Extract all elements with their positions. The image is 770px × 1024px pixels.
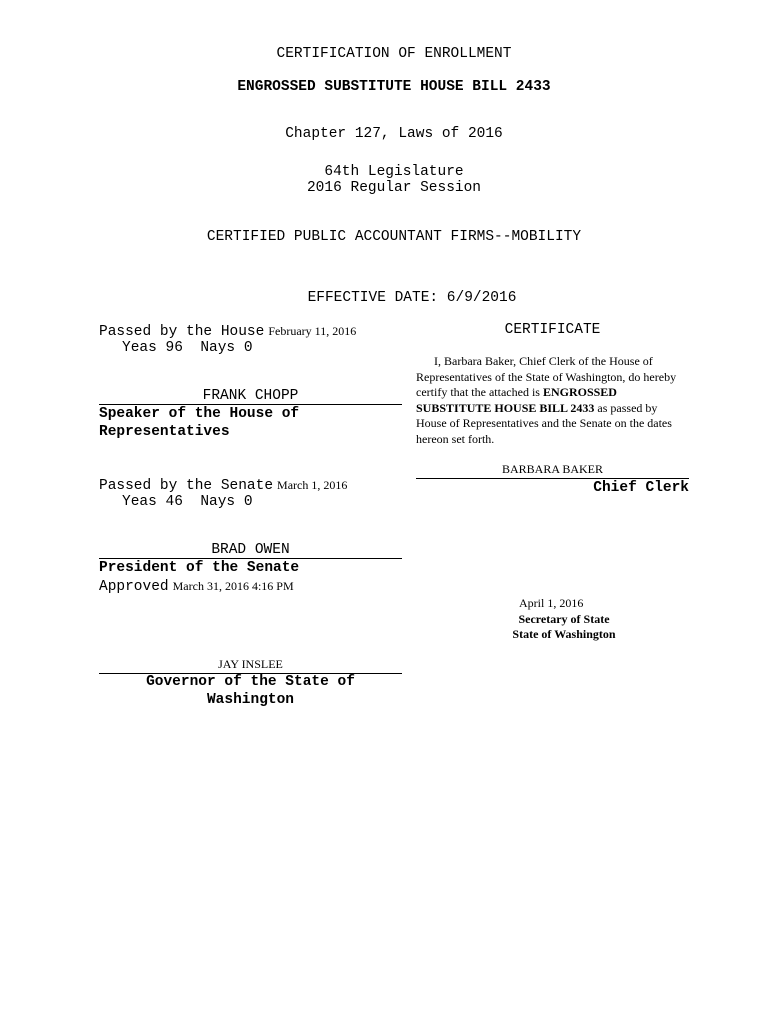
house-passed-line [99,322,356,340]
filing-date: April 1, 2016 [519,596,584,610]
effective-date: EFFECTIVE DATE: 6/9/2016 [307,290,517,306]
approved-label: Approved [99,579,169,595]
certificate-line: Representatives of the State of Washington, do hereby [416,369,677,384]
president-title: President of the Senate [99,560,300,576]
certificate-bill-name: ENGROSSED [542,385,617,399]
senate-passed-label: Passed by the Senate [99,478,274,494]
president-name: BRAD OWEN [211,542,290,558]
certificate-line: House of Representatives and the Senate on the dates [416,416,672,430]
senate-passed-date: March 1, 2016 [277,478,348,492]
clerk-name: BARBARA BAKER [501,462,604,476]
certificate-line: I, Barbara Baker, Chief Clerk of the House of [434,354,653,368]
speaker-name: FRANK CHOPP [202,388,299,404]
certification-title: CERTIFICATION OF ENROLLMENT [276,46,512,62]
filing-title-line2: State of Washington [512,627,616,641]
certificate-bill-name: SUBSTITUTE HOUSE BILL 2433 [416,400,595,415]
certificate-body [416,354,676,447]
legislature-line: 64th Legislature [324,164,464,180]
approved-datetime: March 31, 2016 4:16 PM [172,579,294,593]
speaker-signature-line [99,404,402,405]
senate-passed-line [99,476,347,494]
speaker-title-line1: Speaker of the House of [99,406,300,422]
clerk-title: Chief Clerk [593,480,689,496]
senate-votes: Yeas 46 Nays 0 [122,494,253,510]
house-passed-label: Passed by the House [99,324,265,340]
governor-title-line2: Washington [206,692,294,708]
session-line: 2016 Regular Session [306,180,482,196]
certificate-text: as passed by [594,400,658,415]
certificate-heading: CERTIFICATE [504,322,601,338]
governor-name: JAY INSLEE [218,657,283,671]
president-signature-line [99,558,402,559]
certificate-line [416,385,676,401]
bill-title: ENGROSSED SUBSTITUTE HOUSE BILL 2433 [237,79,551,95]
certificate-line [416,401,676,417]
approved-line [99,577,294,595]
house-passed-date: February 11, 2016 [268,324,357,338]
house-votes: Yeas 96 Nays 0 [122,340,253,356]
subject-line: CERTIFIED PUBLIC ACCOUNTANT FIRMS--MOBILITY [206,229,582,245]
governor-title-line1: Governor of the State of [146,674,355,690]
chapter-line: Chapter 127, Laws of 2016 [285,126,503,142]
clerk-signature-line [416,478,689,479]
certificate-line: hereon set forth. [416,431,495,446]
certificate-text: certify that the attached is [416,385,543,399]
speaker-title-line2: Representatives [99,424,230,440]
filing-title-line1: Secretary of State [518,612,610,626]
